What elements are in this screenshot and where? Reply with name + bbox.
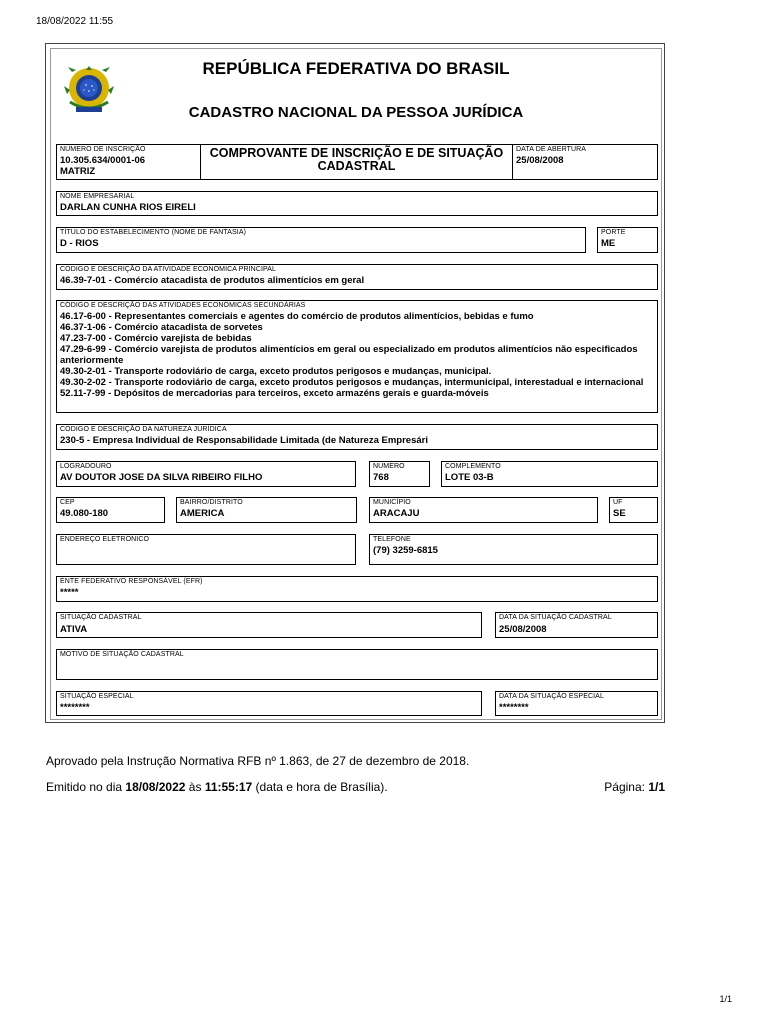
natureza-juridica-box [56, 424, 658, 450]
nome-empresarial-box [56, 191, 658, 216]
telefone-box [369, 534, 658, 565]
atividade-principal-value: 46.39-7-01 - Comércio atacadista de produtos alimentícios em geral [60, 275, 365, 286]
doc-title-box [200, 144, 513, 180]
complemento-label: COMPLEMENTO [445, 463, 501, 470]
bairro-box [176, 497, 357, 523]
fantasia-value: D - RIOS [60, 238, 99, 249]
emission-mid: às [188, 780, 202, 794]
atividades-secundarias-box [56, 300, 658, 413]
abertura-box [512, 144, 658, 180]
atividades-secundarias-list [60, 311, 653, 399]
inscricao-type: MATRIZ [60, 166, 96, 177]
porte-value: ME [601, 238, 616, 249]
natureza-juridica-label: CÓDIGO E DESCRIÇÃO DA NATUREZA JURÍDICA [60, 426, 227, 433]
efr-label: ENTE FEDERATIVO RESPONSÁVEL (EFR) [60, 578, 203, 585]
cep-box [56, 497, 165, 523]
municipio-box [369, 497, 598, 523]
list-item: 49.30-2-02 - Transporte rodoviário de carga, exceto produtos perigosos e mudanças, intermunicipal, interestadual e internacional [60, 377, 644, 388]
emission-suffix: (data e hora de Brasília). [255, 780, 388, 794]
uf-box [609, 497, 658, 523]
telefone-value: (79) 3259-6815 [373, 545, 438, 556]
nome-empresarial-label: NOME EMPRESARIAL [60, 193, 135, 200]
data-situacao-box [495, 612, 658, 638]
situacao-value: ATIVA [60, 624, 88, 635]
header-title: REPÚBLICA FEDERATIVA DO BRASIL [202, 59, 510, 78]
data-situacao-especial-box [495, 691, 658, 716]
natureza-juridica-value: 230-5 - Empresa Individual de Responsabilidade Limitada (de Natureza Empresári [60, 435, 428, 446]
complemento-box [441, 461, 658, 487]
nome-empresarial-value: DARLAN CUNHA RIOS EIRELI [60, 202, 196, 213]
emission-line [46, 780, 388, 794]
bairro-label: BAIRRO/DISTRITO [180, 499, 243, 506]
header-subtitle: CADASTRO NACIONAL DA PESSOA JURÍDICA [188, 104, 524, 121]
situacao-label: SITUAÇÃO CADASTRAL [60, 614, 142, 621]
motivo-label: MOTIVO DE SITUAÇÃO CADASTRAL [60, 651, 184, 658]
numero-box [369, 461, 430, 487]
uf-label: UF [613, 499, 623, 506]
list-item: 46.37-1-06 - Comércio atacadista de sorvetes [60, 322, 263, 333]
email-label: ENDEREÇO ELETRÔNICO [60, 536, 150, 543]
logradouro-value: AV DOUTOR JOSE DA SILVA RIBEIRO FILHO [60, 472, 263, 483]
fantasia-label: TÍTULO DO ESTABELECIMENTO (NOME DE FANTASIA) [60, 229, 247, 236]
page-counter: 1/1 [719, 994, 732, 1004]
efr-value: ***** [60, 587, 79, 598]
porte-box [597, 227, 658, 253]
situacao-especial-value: ******** [60, 702, 90, 713]
email-box [56, 534, 356, 565]
uf-value: SE [613, 508, 626, 519]
atividade-principal-label: CÓDIGO E DESCRIÇÃO DA ATIVIDADE ECONÔMICA PRINCIPAL [60, 266, 277, 273]
complemento-value: LOTE 03-B [445, 472, 494, 483]
porte-label: PORTE [601, 229, 626, 236]
emission-date: 18/08/2022 [125, 780, 186, 794]
numero-label: NÚMERO [373, 463, 405, 470]
page-indicator [604, 780, 665, 794]
numero-value: 768 [373, 472, 389, 483]
doc-title: COMPROVANTE DE INSCRIÇÃO E DE SITUAÇÃO CADASTRAL [209, 146, 504, 173]
municipio-label: MUNICÍPIO [373, 499, 411, 506]
page-label: Página: [604, 780, 645, 794]
atividades-secundarias-label: CÓDIGO E DESCRIÇÃO DAS ATIVIDADES ECONÔMICAS SECUNDÁRIAS [60, 302, 306, 309]
list-item: 46.17-6-00 - Representantes comerciais e agentes do comércio de produtos alimentícios, bebidas e fumo [60, 311, 534, 322]
list-item: 47.29-6-99 - Comércio varejista de produtos alimentícios em geral ou especializado em produtos alimentícios não especificados anteriormente [60, 344, 638, 366]
inscricao-box [56, 144, 201, 180]
motivo-box [56, 649, 658, 680]
approval-note: Aprovado pela Instrução Normativa RFB nº 1.863, de 27 de dezembro de 2018. [46, 754, 470, 768]
abertura-label: DATA DE ABERTURA [516, 146, 587, 153]
data-situacao-label: DATA DA SITUAÇÃO CADASTRAL [499, 614, 612, 621]
inscricao-label: NÚMERO DE INSCRIÇÃO [60, 146, 146, 153]
efr-box [56, 576, 658, 602]
list-item: 49.30-2-01 - Transporte rodoviário de carga, exceto produtos perigosos e mudanças, municipal. [60, 366, 492, 377]
fantasia-box [56, 227, 586, 253]
telefone-label: TELEFONE [373, 536, 411, 543]
inscricao-number: 10.305.634/0001-06 [60, 155, 146, 166]
atividade-principal-box [56, 264, 658, 290]
situacao-especial-label: SITUAÇÃO ESPECIAL [60, 693, 134, 700]
list-item: 47.23-7-00 - Comércio varejista de bebidas [60, 333, 252, 344]
municipio-value: ARACAJU [373, 508, 420, 519]
data-situacao-value: 25/08/2008 [499, 624, 547, 635]
logradouro-box [56, 461, 356, 487]
cep-value: 49.080-180 [60, 508, 109, 519]
situacao-box [56, 612, 482, 638]
cep-label: CEP [60, 499, 75, 506]
emission-prefix: Emitido no dia [46, 780, 123, 794]
data-situacao-especial-label: DATA DA SITUAÇÃO ESPECIAL [499, 693, 604, 700]
abertura-value: 25/08/2008 [516, 155, 564, 166]
list-item: 52.11-7-99 - Depósitos de mercadorias para terceiros, exceto armazéns gerais e guarda-móveis [60, 388, 489, 399]
emission-time: 11:55:17 [204, 780, 253, 794]
page-value: 1/1 [648, 780, 665, 794]
logradouro-label: LOGRADOURO [60, 463, 112, 470]
situacao-especial-box [56, 691, 482, 716]
bairro-value: AMERICA [180, 508, 225, 519]
print-timestamp: 18/08/2022 11:55 [36, 16, 114, 27]
data-situacao-especial-value: ******** [499, 702, 529, 713]
